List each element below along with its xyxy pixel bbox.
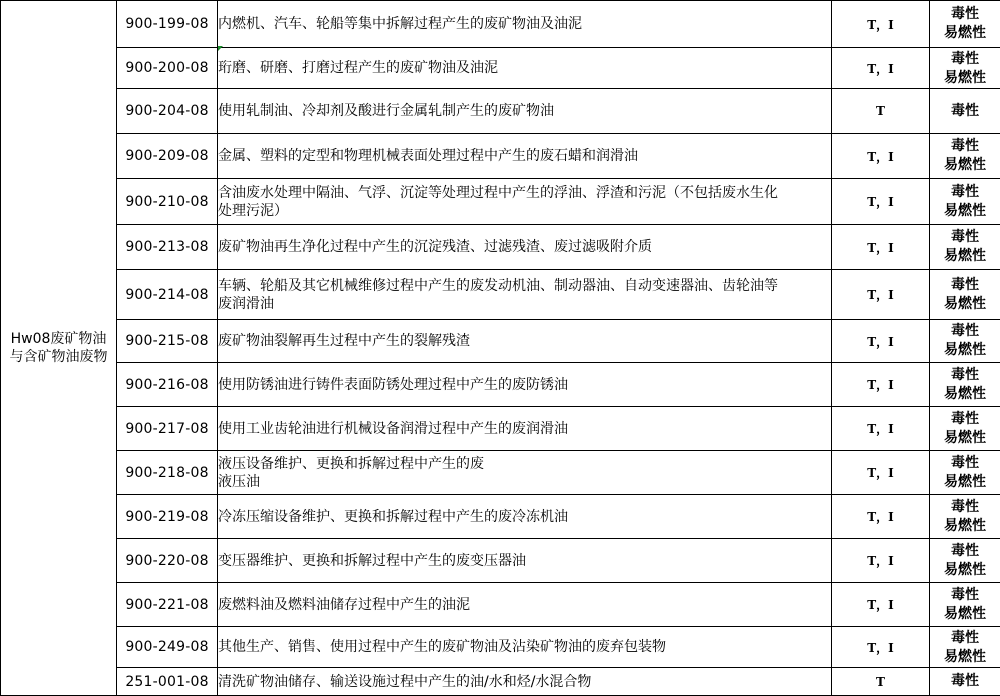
table-row (1, 270, 1000, 320)
hazard-property-line: 易燃性 (930, 385, 1000, 404)
hazard-code-cell: T，I (832, 627, 930, 668)
hazard-property-line: 毒性 (930, 183, 1000, 202)
waste-description-cell (218, 495, 832, 539)
hazard-property-cell (930, 89, 1000, 134)
hazard-property-line: 易燃性 (930, 473, 1000, 492)
hazard-property-cell (930, 363, 1000, 407)
description-line: 金属、塑料的定型和物理机械表面处理过程中产生的废石蜡和润滑油 (218, 147, 831, 165)
table-row (1, 583, 1000, 627)
waste-category-cell (1, 1, 117, 696)
waste-code-cell: 251-001-08 (117, 668, 218, 696)
hazard-property-line: 易燃性 (930, 156, 1000, 175)
hazard-property-line: 易燃性 (930, 341, 1000, 360)
hazard-property-cell (930, 225, 1000, 270)
hazard-property-cell (930, 583, 1000, 627)
description-line: 液压油 (218, 473, 831, 491)
description-line: 珩磨、研磨、打磨过程产生的废矿物油及油泥 (218, 59, 831, 77)
waste-description-cell (218, 270, 832, 320)
hazard-code-cell: T，I (832, 225, 930, 270)
hazard-property-line: 易燃性 (930, 648, 1000, 667)
description-line: 废矿物油再生净化过程中产生的沉淀残渣、过滤残渣、废过滤吸附介质 (218, 238, 831, 256)
waste-code-cell: 900-215-08 (117, 320, 218, 363)
table-row (1, 363, 1000, 407)
description-line: 使用防锈油进行铸件表面防锈处理过程中产生的废防锈油 (218, 376, 831, 394)
waste-code-cell: 900-213-08 (117, 225, 218, 270)
waste-code-cell: 900-199-08 (117, 1, 218, 48)
table-row (1, 225, 1000, 270)
waste-category-line: 与含矿物油废物 (1, 348, 116, 366)
table-row (1, 451, 1000, 495)
waste-code-cell: 900-219-08 (117, 495, 218, 539)
waste-description-cell (218, 407, 832, 451)
description-line: 废矿物油裂解再生过程中产生的裂解残渣 (218, 332, 831, 350)
waste-description-cell (218, 225, 832, 270)
hazard-property-cell (930, 668, 1000, 696)
waste-description-cell (218, 48, 832, 89)
description-line: 内燃机、汽车、轮船等集中拆解过程产生的废矿物油及油泥 (218, 15, 831, 33)
waste-description-cell (218, 1, 832, 48)
hazard-property-line: 毒性 (930, 629, 1000, 648)
hazard-property-line: 易燃性 (930, 429, 1000, 448)
waste-description-cell (218, 89, 832, 134)
hazard-property-line: 易燃性 (930, 517, 1000, 536)
description-line: 使用工业齿轮油进行机械设备润滑过程中产生的废润滑油 (218, 420, 831, 438)
description-line: 其他生产、销售、使用过程中产生的废矿物油及沾染矿物油的废弃包装物 (218, 638, 831, 656)
table-row (1, 320, 1000, 363)
table-row (1, 539, 1000, 583)
table-row (1, 627, 1000, 668)
table-row (1, 48, 1000, 89)
waste-code-cell: 900-210-08 (117, 179, 218, 225)
waste-code-cell: 900-209-08 (117, 134, 218, 179)
waste-code-cell: 900-220-08 (117, 539, 218, 583)
hazard-code-cell: T，I (832, 407, 930, 451)
hazard-code-cell: T (832, 89, 930, 134)
waste-description-cell (218, 668, 832, 696)
hazard-code-cell: T，I (832, 1, 930, 48)
waste-description-cell (218, 539, 832, 583)
waste-code-cell: 900-221-08 (117, 583, 218, 627)
description-line: 车辆、轮船及其它机械维修过程中产生的废发动机油、制动器油、自动变速器油、齿轮油等 (218, 277, 831, 295)
hazard-property-line: 易燃性 (930, 605, 1000, 624)
hazard-property-line: 毒性 (930, 410, 1000, 429)
hazard-code-cell: T，I (832, 134, 930, 179)
table-row (1, 495, 1000, 539)
waste-category-line: Hw08废矿物油 (1, 330, 116, 348)
table-row (1, 668, 1000, 696)
description-line: 使用轧制油、冷却剂及酸进行金属轧制产生的废矿物油 (218, 102, 831, 120)
waste-description-cell (218, 451, 832, 495)
hazard-property-cell (930, 179, 1000, 225)
description-line: 处理污泥） (218, 202, 831, 220)
hazard-code-cell: T，I (832, 583, 930, 627)
hazard-property-line: 毒性 (930, 454, 1000, 473)
hazard-property-line: 毒性 (930, 137, 1000, 156)
hazard-property-line: 易燃性 (930, 69, 1000, 88)
hazard-code-cell: T，I (832, 363, 930, 407)
hazard-property-line: 毒性 (930, 276, 1000, 295)
description-line: 变压器维护、更换和拆解过程中产生的废变压器油 (218, 552, 831, 570)
description-line: 废燃料油及燃料油储存过程中产生的油泥 (218, 596, 831, 614)
hazard-code-cell: T，I (832, 48, 930, 89)
table-row (1, 1, 1000, 48)
waste-description-cell (218, 134, 832, 179)
hazard-property-line: 毒性 (930, 672, 1000, 691)
hazard-property-line: 易燃性 (930, 561, 1000, 580)
hazard-code-cell: T，I (832, 451, 930, 495)
description-line: 废润滑油 (218, 295, 831, 313)
hazard-property-line: 毒性 (930, 542, 1000, 561)
hazard-property-line: 易燃性 (930, 247, 1000, 266)
hazard-property-cell (930, 627, 1000, 668)
hazard-property-line: 毒性 (930, 498, 1000, 517)
hazard-code-cell: T，I (832, 495, 930, 539)
hazard-property-cell (930, 270, 1000, 320)
hazard-property-line: 毒性 (930, 228, 1000, 247)
hazard-property-line: 毒性 (930, 50, 1000, 69)
table-row (1, 407, 1000, 451)
hazard-property-line: 毒性 (930, 5, 1000, 24)
hazard-property-cell (930, 320, 1000, 363)
waste-description-cell (218, 363, 832, 407)
hazard-property-line: 毒性 (930, 322, 1000, 341)
hazard-property-cell (930, 134, 1000, 179)
hazard-property-cell (930, 48, 1000, 89)
waste-code-cell: 900-249-08 (117, 627, 218, 668)
hazard-property-cell (930, 539, 1000, 583)
hazard-code-cell: T，I (832, 179, 930, 225)
waste-code-cell: 900-200-08 (117, 48, 218, 89)
description-line: 液压设备维护、更换和拆解过程中产生的废 (218, 455, 831, 473)
waste-code-cell: 900-204-08 (117, 89, 218, 134)
cell-comment-marker (218, 46, 223, 51)
hazard-property-line: 毒性 (930, 586, 1000, 605)
waste-code-cell: 900-217-08 (117, 407, 218, 451)
table-row (1, 134, 1000, 179)
hazard-code-cell: T，I (832, 270, 930, 320)
description-line: 含油废水处理中隔油、气浮、沉淀等处理过程中产生的浮油、浮渣和污泥（不包括废水生化 (218, 184, 831, 202)
waste-code-cell: 900-216-08 (117, 363, 218, 407)
waste-code-cell: 900-218-08 (117, 451, 218, 495)
hazard-property-line: 毒性 (930, 102, 1000, 121)
hazard-property-cell (930, 451, 1000, 495)
description-line: 冷冻压缩设备维护、更换和拆解过程中产生的废冷冻机油 (218, 508, 831, 526)
waste-description-cell (218, 627, 832, 668)
hazard-code-cell: T (832, 668, 930, 696)
hazard-property-line: 易燃性 (930, 295, 1000, 314)
waste-description-cell (218, 583, 832, 627)
hazard-property-cell (930, 495, 1000, 539)
hazard-code-cell: T，I (832, 539, 930, 583)
waste-description-cell (218, 320, 832, 363)
hazard-property-line: 易燃性 (930, 24, 1000, 43)
hazard-code-cell: T，I (832, 320, 930, 363)
table-row (1, 179, 1000, 225)
waste-description-cell (218, 179, 832, 225)
description-line: 清洗矿物油储存、输送设施过程中产生的油/水和烃/水混合物 (218, 673, 831, 691)
hazard-property-cell (930, 1, 1000, 48)
hazard-property-cell (930, 407, 1000, 451)
table-row (1, 89, 1000, 134)
hazard-property-line: 易燃性 (930, 202, 1000, 221)
waste-code-cell: 900-214-08 (117, 270, 218, 320)
hazard-property-line: 毒性 (930, 366, 1000, 385)
